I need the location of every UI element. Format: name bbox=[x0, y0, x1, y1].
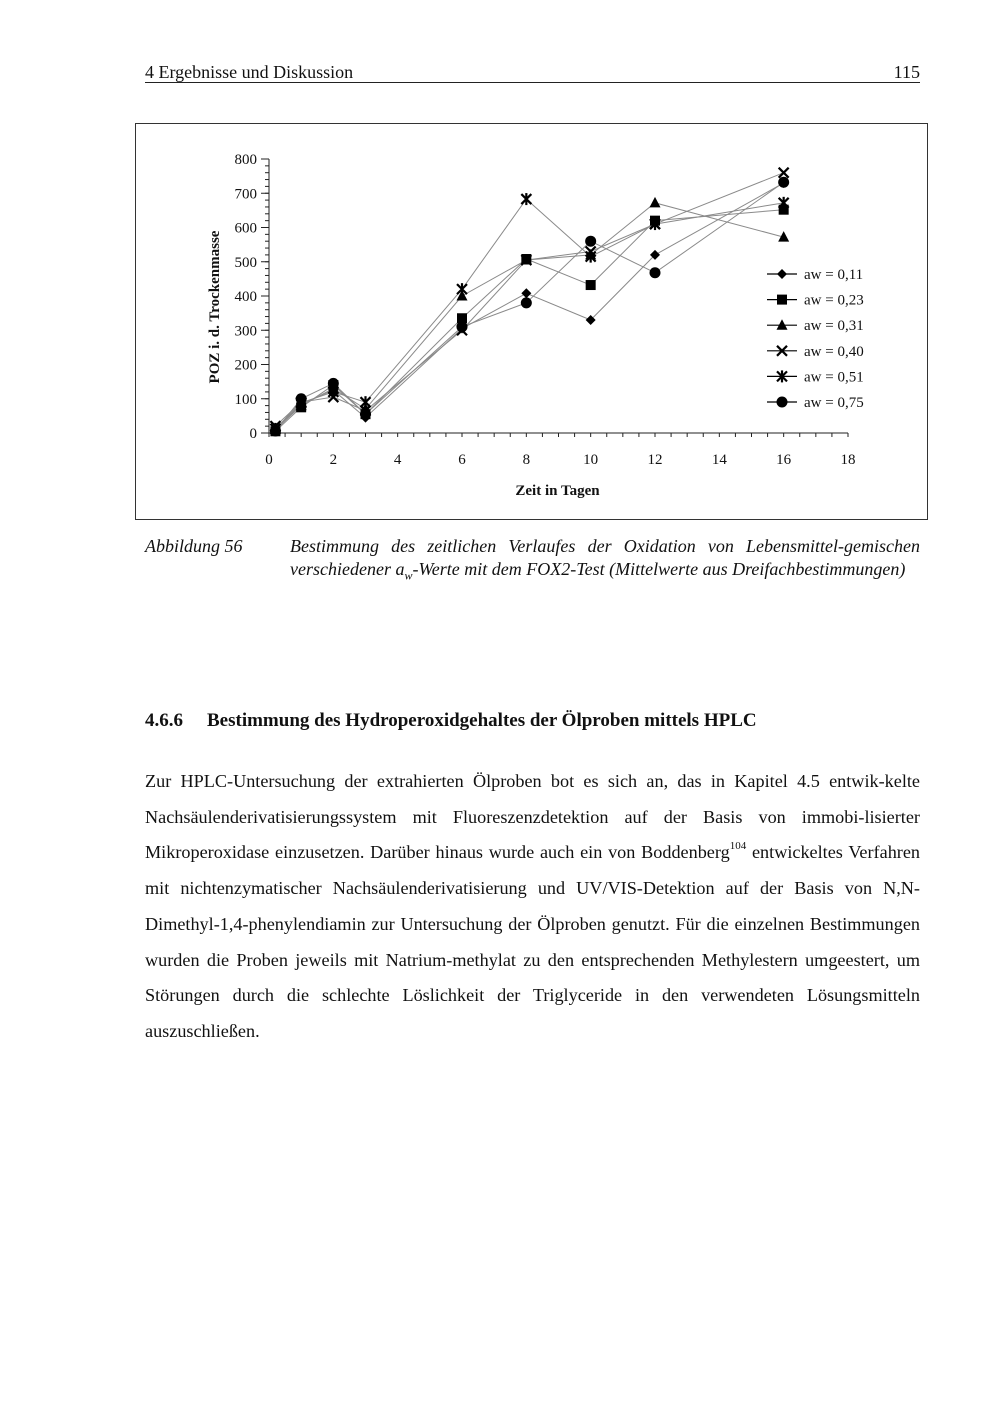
body-paragraph: Zur HPLC-Untersuchung der extrahierten Ölproben bot es sich an, das in Kapitel 4.5 entwik-kelte Nachsäulenderivatisierungssystem mit Fluoreszenzdetektion auf der Basis von immobi-lisierter Mikroperoxidase einzusetzen. Darüber hinaus wurde auch ein von Boddenberg$^{104}$ entwickeltes Verfahren mit nichtenzymatischer Nachsäulenderivatisierung und UV/VIS-Detektion auf der Basis von N,N-Dimethyl-1,4-phenylendiamin zur Untersuchung der Ölproben genutzt. Für die einzelnen Bestimmungen wurden die Proben jeweils mit Natrium-methylat zu den entsprechenden Methylestern umgeestert, um Störungen durch die schlechte Löslichkeit der Triglyceride in den verwendeten Lösungsmitteln auszuschließen. bbox=[145, 771, 921, 1041]
legend-circle-icon bbox=[777, 397, 788, 408]
star-marker-icon bbox=[361, 396, 371, 408]
circle-marker-icon bbox=[360, 409, 371, 420]
y-tick-label: 700 bbox=[234, 186, 257, 203]
y-axis-label: POZ i. d. Trockenmasse bbox=[207, 230, 223, 384]
y-tick-label: 300 bbox=[234, 323, 257, 340]
diamond-marker-icon bbox=[521, 288, 531, 298]
x-tick-label: 14 bbox=[711, 452, 727, 468]
legend-label: aw = 0,23 bbox=[804, 292, 864, 309]
legend-label: aw = 0,40 bbox=[804, 343, 864, 360]
y-tick-label: 100 bbox=[234, 391, 257, 408]
legend-label: aw = 0,31 bbox=[804, 318, 864, 335]
star-marker-icon bbox=[521, 193, 531, 205]
x-tick-label: 12 bbox=[647, 452, 663, 468]
x-tick-label: 6 bbox=[458, 452, 466, 468]
legend-square-icon bbox=[777, 295, 787, 305]
series-line bbox=[275, 199, 783, 429]
y-tick-label: 400 bbox=[234, 289, 257, 305]
circle-marker-icon bbox=[270, 425, 281, 436]
y-tick-label: 200 bbox=[234, 357, 257, 374]
triangle-marker-icon bbox=[650, 197, 661, 208]
section-heading bbox=[145, 710, 757, 732]
y-tick-label: 800 bbox=[234, 152, 257, 168]
legend-label: aw = 0,51 bbox=[804, 369, 864, 386]
star-marker-icon bbox=[779, 197, 789, 209]
legend-label: aw = 0,11 bbox=[804, 267, 864, 283]
star-marker-icon bbox=[457, 283, 467, 295]
chapter-title: 4 Ergebnisse und Diskussion bbox=[145, 62, 354, 82]
circle-marker-icon bbox=[521, 297, 532, 308]
square-marker-icon bbox=[586, 280, 596, 290]
x-axis-label: Zeit in Tagen bbox=[515, 483, 600, 499]
x-tick-label: 4 bbox=[393, 452, 402, 468]
x-marker-icon bbox=[779, 168, 789, 178]
y-tick-label: 600 bbox=[234, 220, 257, 237]
x-tick-label: 0 bbox=[265, 452, 273, 468]
x-tick-label: 10 bbox=[583, 452, 599, 468]
series-line bbox=[275, 203, 783, 430]
page-number: 115 bbox=[893, 62, 920, 82]
circle-marker-icon bbox=[328, 378, 339, 389]
line-chart bbox=[1, 1, 1000, 531]
x-tick-label: 8 bbox=[522, 452, 531, 468]
circle-marker-icon bbox=[585, 236, 596, 247]
section-title: Bestimmung des Hydroperoxidgehaltes der Ölproben mittels HPLC bbox=[207, 710, 757, 731]
x-tick-label: 16 bbox=[776, 452, 792, 468]
footnote-reference[interactable]: 104 bbox=[729, 840, 747, 853]
caption-text: Bestimmung des zeitlichen Verlaufes der Oxidation von Lebensmittel-gemischen verschiedener $a_w$-Werte mit dem FOX2-Test (Mittelwerte aus Dreifachbestimmungen) bbox=[290, 536, 920, 583]
circle-marker-icon bbox=[296, 393, 307, 404]
legend-triangle-icon bbox=[777, 319, 788, 330]
y-tick-label: 0 bbox=[249, 426, 257, 442]
legend-diamond-icon bbox=[777, 269, 787, 279]
legend-label: aw = 0,75 bbox=[804, 395, 864, 411]
circle-marker-icon bbox=[778, 177, 789, 188]
x-tick-label: 2 bbox=[329, 452, 338, 468]
section-number: 4.6.6 bbox=[145, 710, 183, 731]
y-tick-label: 500 bbox=[234, 254, 257, 271]
circle-marker-icon bbox=[650, 267, 661, 278]
caption-label: Abbildung 56 bbox=[145, 536, 243, 556]
x-tick-label: 18 bbox=[840, 452, 856, 468]
circle-marker-icon bbox=[457, 321, 468, 332]
figure-frame bbox=[135, 123, 928, 520]
